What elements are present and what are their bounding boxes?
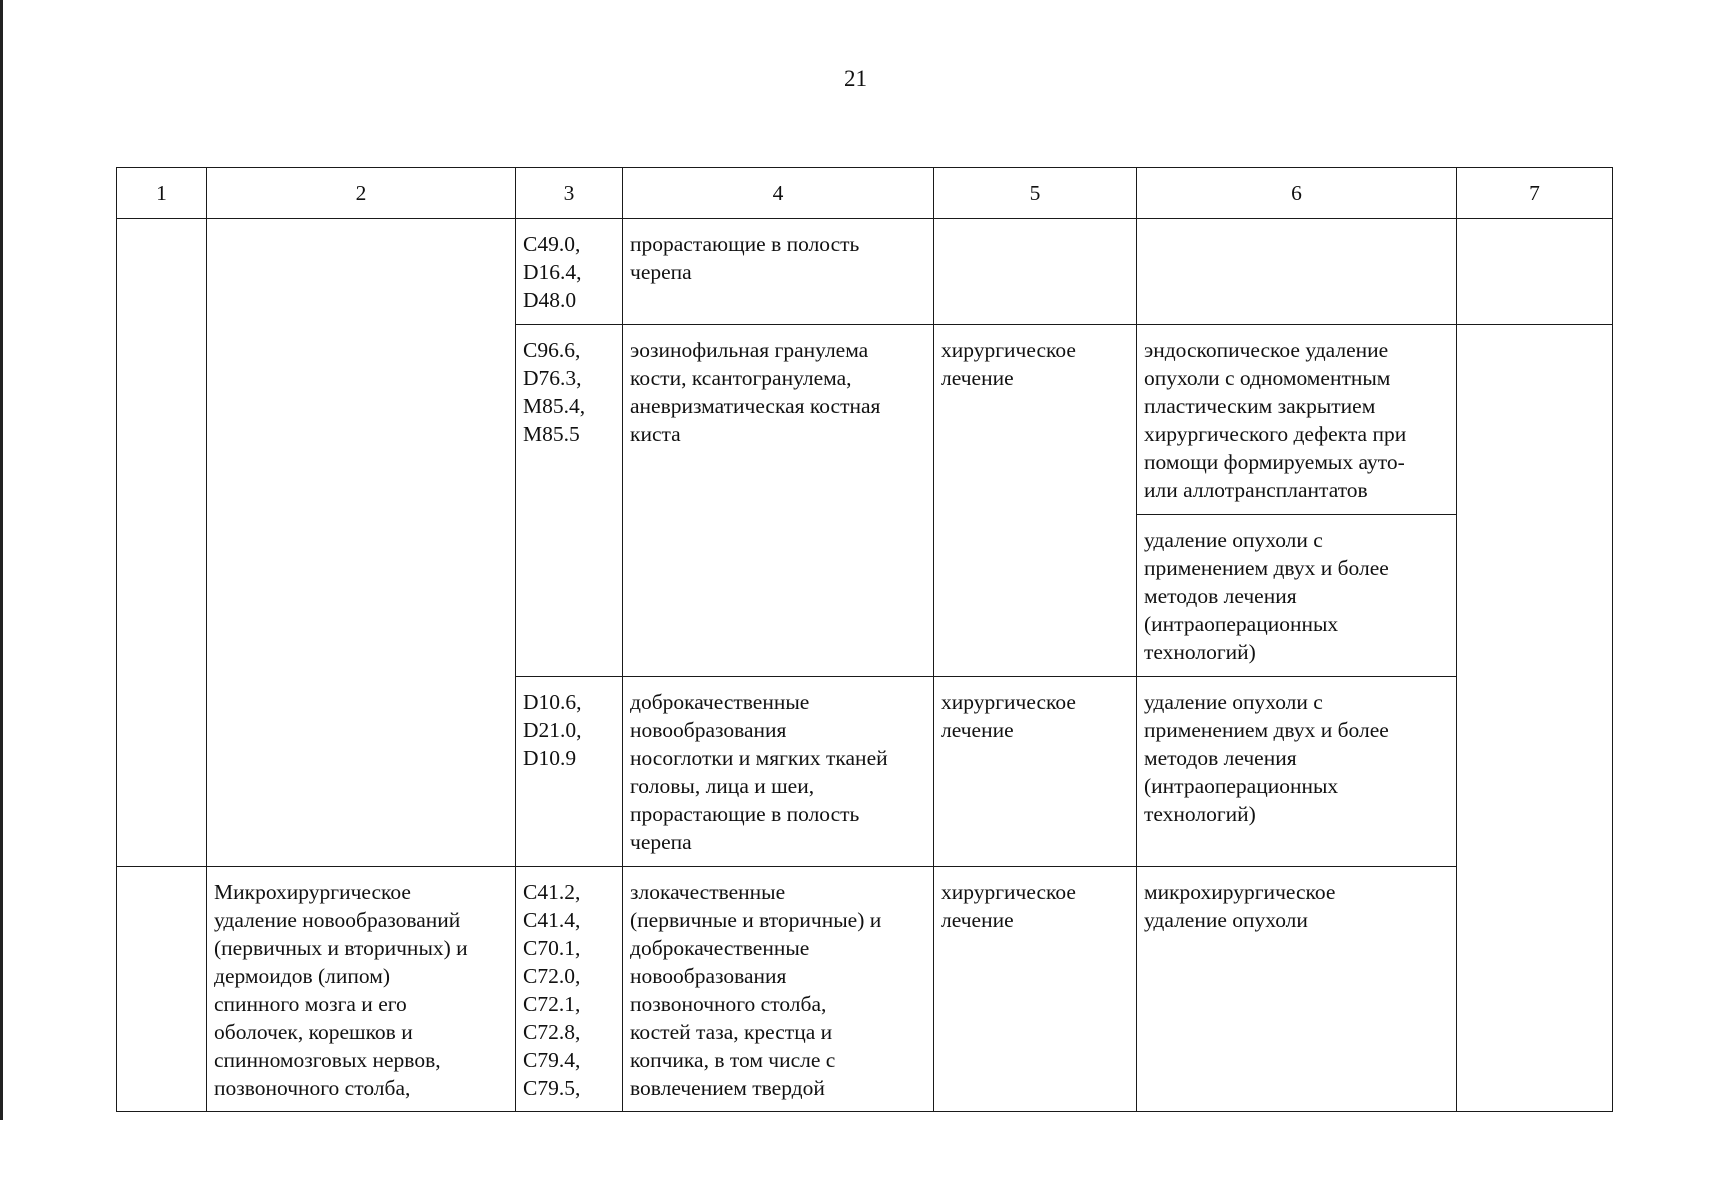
column-number-row [117,168,1613,219]
patient-model-cell: эозинофильная гранулема кости, ксантогранулема, аневризматическая костная киста [623,325,934,677]
column-number-4: 4 [623,168,934,219]
treatment-method-cell [1137,219,1457,325]
diagnosis-codes-cell: C49.0, D16.4, D48.0 [516,219,623,325]
column-number-6: 6 [1137,168,1457,219]
diagnosis-codes-cell: C41.2, C41.4, C70.1, C72.0, C72.1, C72.8, C79.4, C79.5, [516,867,623,1112]
treatment-method-cell: удаление опухоли с применением двух и более методов лечения (интраоперационных технологий) [1137,515,1457,677]
table-row [117,867,1613,1112]
column-number-3: 3 [516,168,623,219]
care-type-cell [207,219,516,867]
patient-model-cell: прорастающие в полость черепа [623,219,934,325]
treatment-method-cell: удаление опухоли с применением двух и более методов лечения (интраоперационных технологий) [1137,677,1457,867]
diagnosis-codes-cell: D10.6, D21.0, D10.9 [516,677,623,867]
row-number-cell [117,219,207,867]
treatment-type-cell: хирургическое лечение [934,677,1137,867]
table-row [117,219,1613,325]
column-number-2: 2 [207,168,516,219]
treatment-type-cell [934,219,1137,325]
standard-cost-cell [1457,219,1613,325]
treatment-type-cell: хирургическое лечение [934,867,1137,1112]
treatment-method-cell: эндоскопическое удаление опухоли с одномоментным пластическим закрытием хирургического дефекта при помощи формируемых ауто- или аллотрансплантатов [1137,325,1457,515]
diagnosis-codes-cell: C96.6, D76.3, M85.4, M85.5 [516,325,623,677]
row-number-cell [117,867,207,1112]
medical-care-table [116,167,1613,1112]
column-number-5: 5 [934,168,1137,219]
scan-left-edge [0,0,3,1120]
patient-model-cell: доброкачественные новообразования носоглотки и мягких тканей головы, лица и шеи, прорастающие в полость черепа [623,677,934,867]
patient-model-cell: злокачественные (первичные и вторичные) и доброкачественные новообразования позвоночного столба, костей таза, крестца и копчика, в том числе с вовлечением твердой [623,867,934,1112]
standard-cost-cell [1457,325,1613,1112]
care-type-cell: Микрохирургическое удаление новообразований (первичных и вторичных) и дермоидов (липом) спинного мозга и его оболочек, корешков и спинномозговых нервов, позвоночного столба, [207,867,516,1112]
treatment-type-cell: хирургическое лечение [934,325,1137,677]
treatment-method-cell: микрохирургическое удаление опухоли [1137,867,1457,1112]
column-number-7: 7 [1457,168,1613,219]
page-number: 21 [844,66,867,91]
column-number-1: 1 [117,168,207,219]
